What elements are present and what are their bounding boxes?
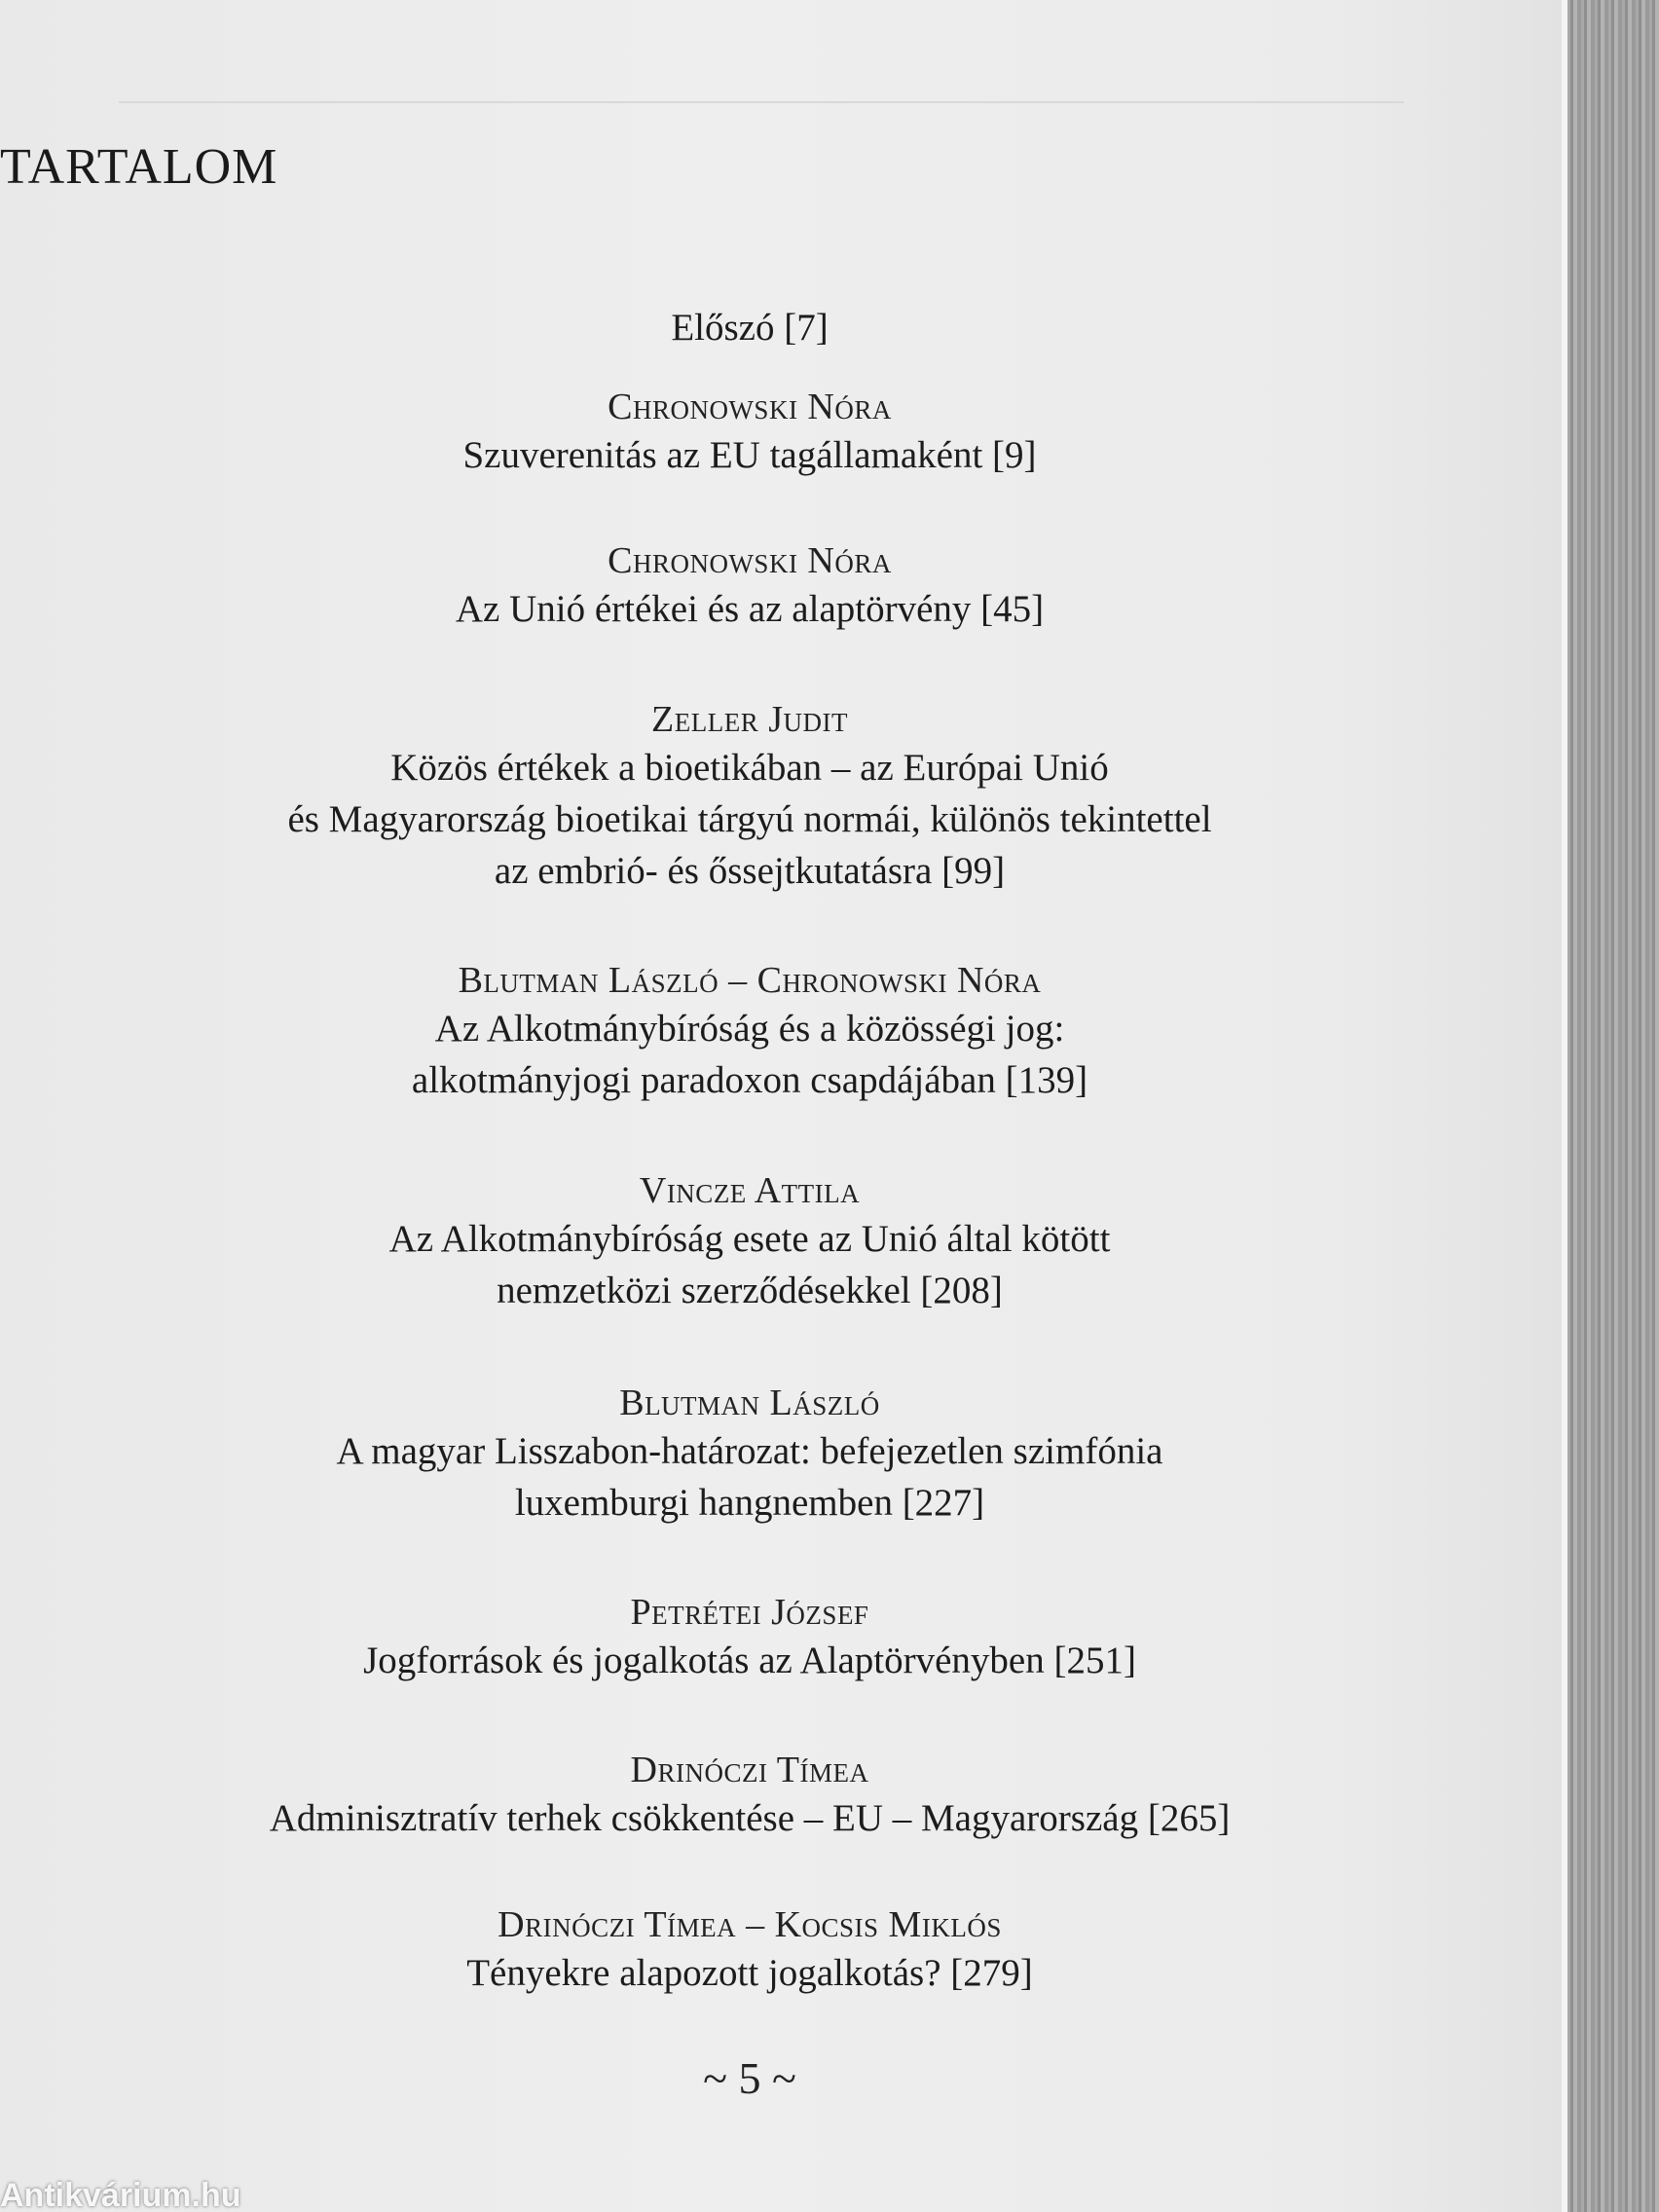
toc-author: Chronowski Nóra [608,387,892,427]
toc-author: Vincze Attila [639,1170,861,1211]
page-number: ~ 5 ~ [703,2053,796,2103]
toc-entry-title [0,302,1499,353]
toc-entry-title [0,1425,1499,1529]
toc-entry [0,1381,1499,1529]
toc-title-line: alkotmányjogi paradoxon csapdájában [139] [411,1059,1088,1101]
toc-title-line: Adminisztratív terhek csökkentése – EU – Magyarország [265] [269,1797,1231,1839]
toc-title-line: Közös értékek a bioetikában – az Európai Unió [390,747,1109,789]
toc-author: Blutman László – Chronowski Nóra [458,960,1042,1001]
toc-author: Chronowski Nóra [608,540,892,581]
toc-author: Drinóczi Tímea [630,1750,869,1790]
toc-title-line: Előszó [7] [671,307,829,349]
toc-title-line: Az Unió értékei és az alaptörvény [45] [455,588,1045,630]
toc-entry [0,958,1499,1106]
toc-entry-title [0,742,1499,897]
toc-entry-title [0,1003,1499,1106]
toc-entry [0,1902,1499,1999]
toc-entry-title [0,1635,1499,1686]
toc-entry-foreword [0,302,1499,353]
toc-title-line: Az Alkotmánybíróság esete az Unió által kötött [388,1218,1111,1260]
toc-author: Zeller Judit [651,699,848,740]
toc-title-line: és Magyarország bioetikai tárgyú normái, különös tekintettel [287,798,1212,840]
watermark-text: Antikvárium.hu [0,2177,241,2212]
toc-entry [0,1590,1499,1686]
toc-author: Petrétei József [630,1592,869,1633]
bleed-through-rule [119,101,1404,103]
toc-title-line: Az Alkotmánybíróság és a közösségi jog: [434,1008,1065,1050]
toc-entry-title [0,1947,1499,1999]
toc-entry [0,385,1499,481]
toc-author: Blutman László [619,1382,880,1423]
toc-entry [0,538,1499,635]
toc-author: Drinóczi Tímea – Kocsis Miklós [498,1904,1002,1945]
toc-entry [0,1168,1499,1316]
toc-title-line: luxemburgi hangnemben [227] [514,1482,985,1524]
toc-title-line: Szuverenitás az EU tagállamaként [9] [462,434,1037,476]
toc-title-line: az embrió- és őssejtkutatásra [99] [494,850,1006,892]
toc-entry-title [0,583,1499,635]
toc-entry-title [0,1792,1499,1844]
toc-title-line: Tényekre alapozott jogalkotás? [279] [466,1952,1033,1994]
toc-title-line: Jogforrások és jogalkotás az Alaptörvényben [251] [363,1640,1136,1681]
toc-title-line: nemzetközi szerződésekkel [208] [497,1270,1003,1311]
toc-entry [0,1748,1499,1844]
toc-entry [0,697,1499,897]
toc-entry-title [0,1213,1499,1316]
toc-title-line: A magyar Lisszabon-határozat: befejezetlen szimfónia [336,1430,1163,1472]
toc-entry-title [0,429,1499,481]
page-title: TARTALOM [0,139,278,195]
book-spine-texture [1567,0,1659,2212]
